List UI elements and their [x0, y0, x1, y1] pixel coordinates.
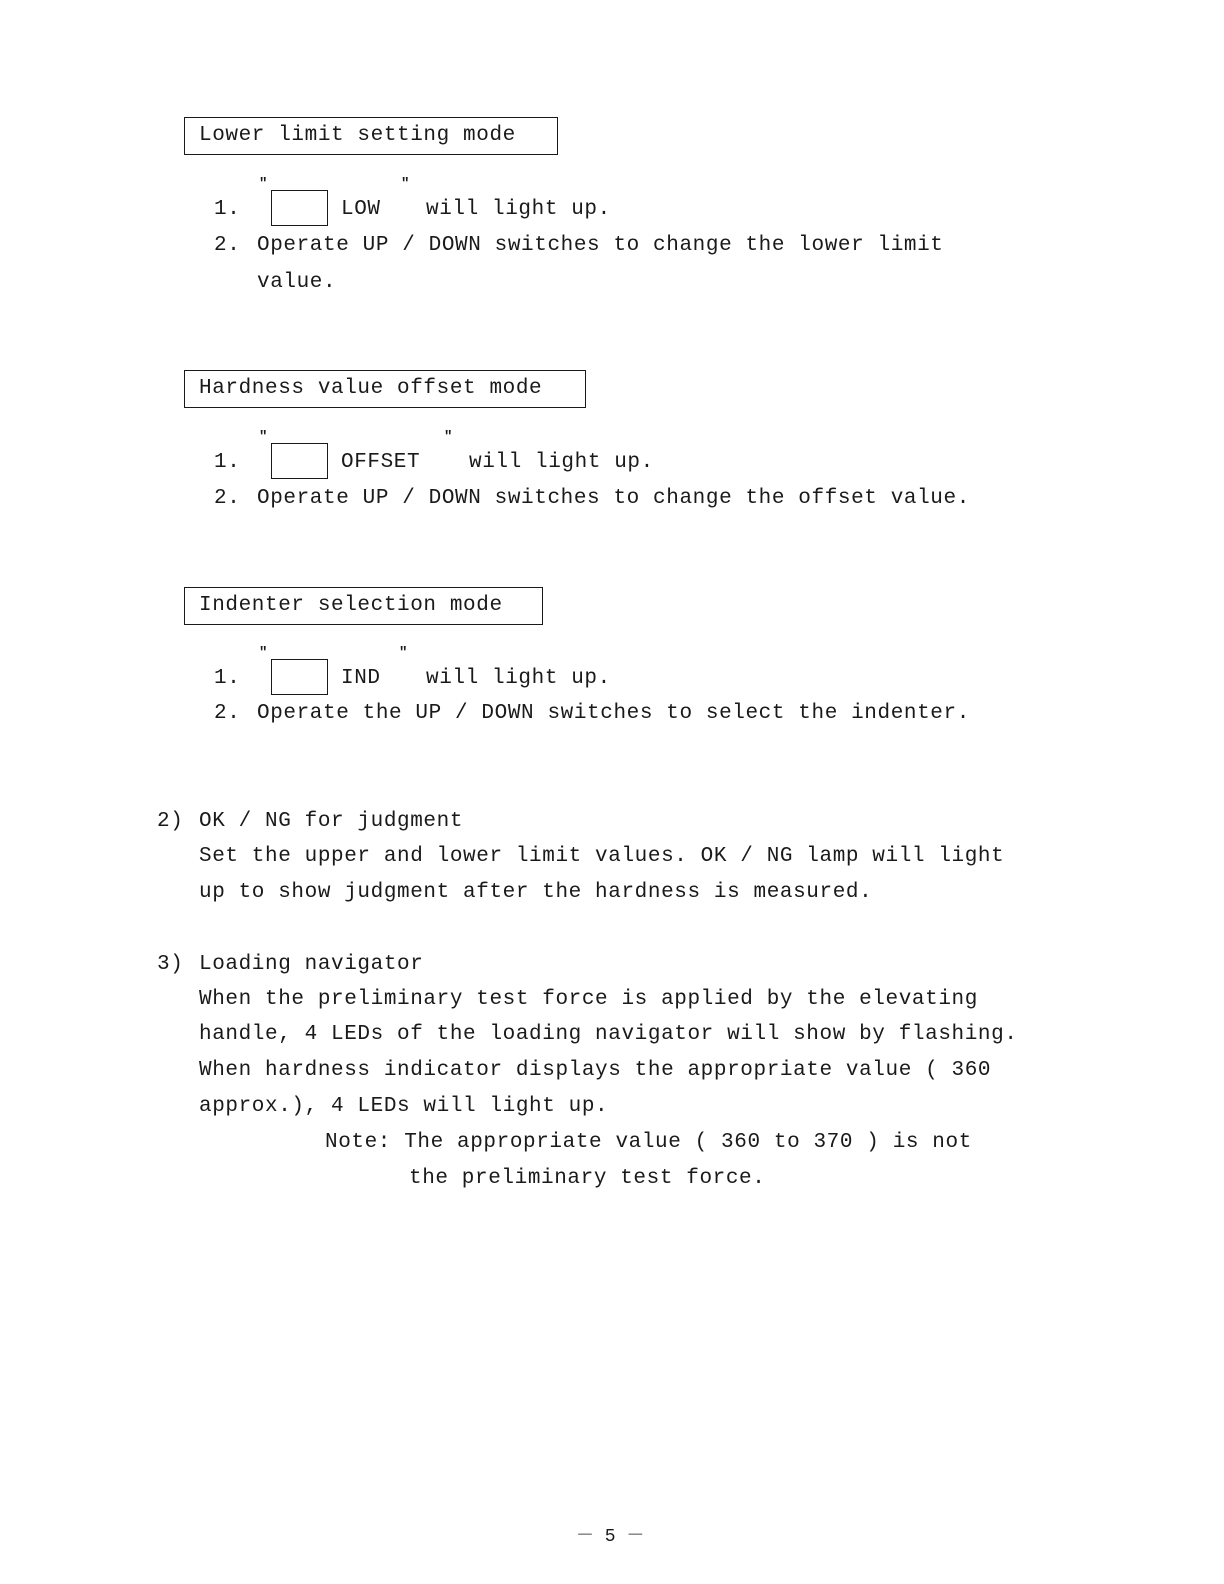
- paragraph-line: When the preliminary test force is applied by the elevating: [199, 988, 978, 1011]
- paragraph-line: handle, 4 LEDs of the loading navigator will show by flashing.: [199, 1023, 1018, 1046]
- step-text: Operate UP / DOWN switches to change the offset value.: [257, 487, 970, 510]
- step-text-continued: value.: [257, 271, 337, 294]
- step-number: 1.: [214, 198, 241, 221]
- step-text: Operate the UP / DOWN switches to select the indenter.: [257, 702, 970, 725]
- offset-mode-heading: Hardness value offset mode: [184, 370, 586, 408]
- close-quote: ": [399, 645, 408, 661]
- loading-navigator-heading: Loading navigator: [199, 953, 424, 976]
- paragraph-line: Set the upper and lower limit values. OK / NG lamp will light: [199, 845, 1005, 868]
- lamp-indicator-box: [271, 190, 328, 226]
- note-line-continued: the preliminary test force.: [409, 1167, 766, 1190]
- open-quote: ": [259, 429, 268, 445]
- paragraph-line: up to show judgment after the hardness is measured.: [199, 881, 873, 904]
- page-number: － 5 －: [576, 1527, 645, 1547]
- open-quote: ": [259, 176, 268, 192]
- lamp-indicator-box: [271, 659, 328, 695]
- item-number: 3): [157, 953, 184, 976]
- step-text: will light up.: [426, 667, 611, 690]
- paragraph-line: approx.), 4 LEDs will light up.: [199, 1095, 609, 1118]
- step-number: 1.: [214, 667, 241, 690]
- close-quote: ": [401, 176, 410, 192]
- note-line: Note: The appropriate value ( 360 to 370 ) is not: [325, 1131, 972, 1154]
- close-quote: ": [444, 429, 453, 445]
- indenter-mode-heading: Indenter selection mode: [184, 587, 543, 625]
- step-number: 2.: [214, 702, 241, 725]
- open-quote: ": [259, 645, 268, 661]
- step-number: 2.: [214, 234, 241, 257]
- step-text: will light up.: [469, 451, 654, 474]
- ind-lamp-label: IND: [341, 667, 381, 690]
- step-number: 1.: [214, 451, 241, 474]
- ok-ng-heading: OK / NG for judgment: [199, 810, 464, 833]
- step-text: Operate UP / DOWN switches to change the lower limit: [257, 234, 944, 257]
- lower-limit-mode-heading: Lower limit setting mode: [184, 117, 558, 155]
- offset-lamp-label: OFFSET: [341, 451, 421, 474]
- item-number: 2): [157, 810, 184, 833]
- step-number: 2.: [214, 487, 241, 510]
- low-lamp-label: LOW: [341, 198, 381, 221]
- lamp-indicator-box: [271, 443, 328, 479]
- paragraph-line: When hardness indicator displays the appropriate value ( 360: [199, 1059, 992, 1082]
- step-text: will light up.: [426, 198, 611, 221]
